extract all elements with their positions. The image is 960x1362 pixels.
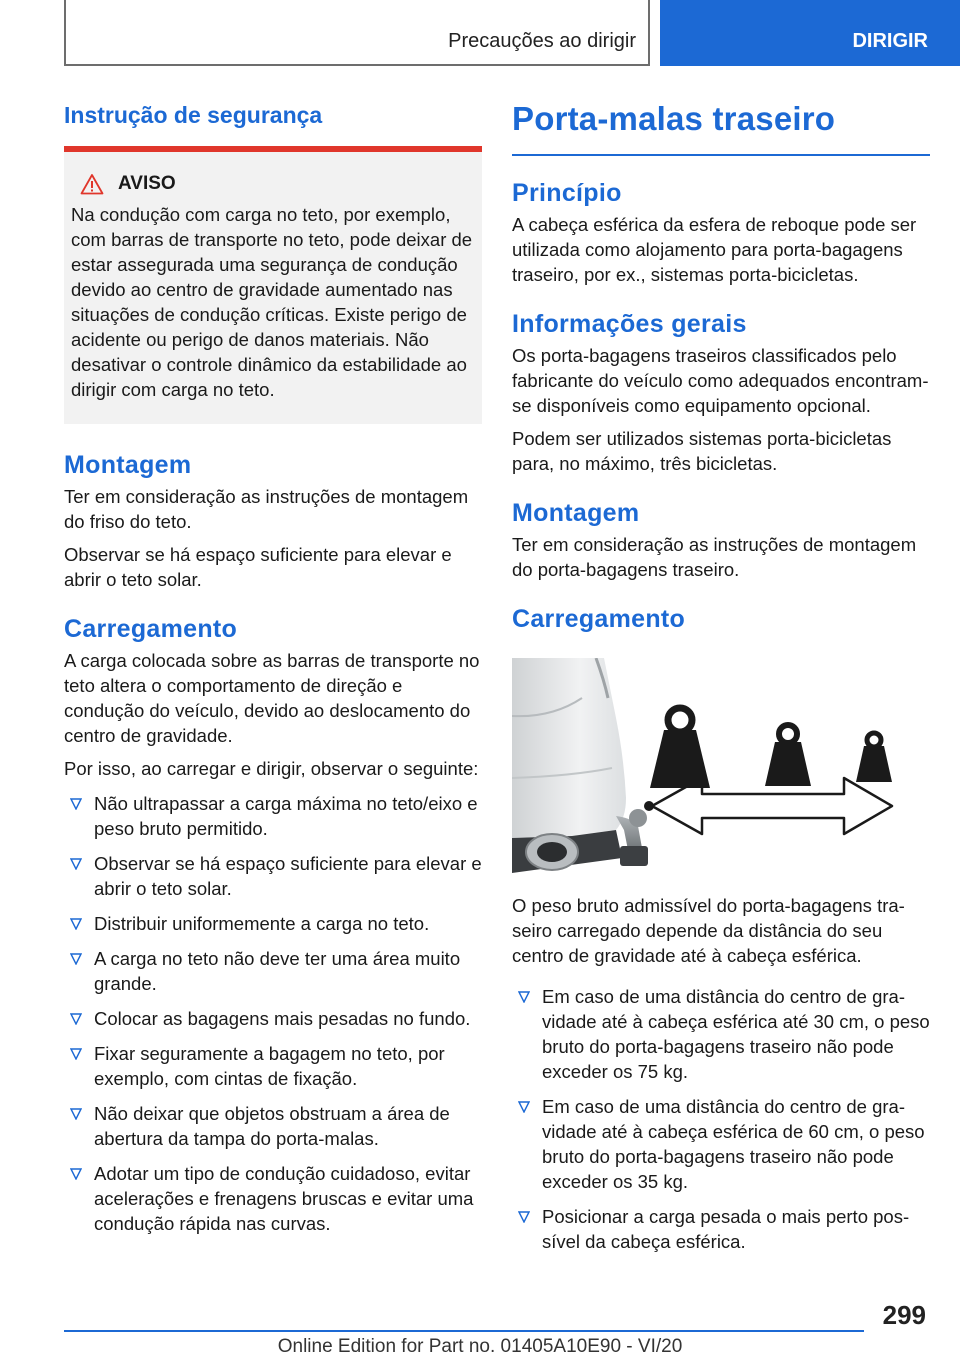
principle-heading: Princípio (512, 179, 622, 207)
general-heading: Informações gerais (512, 310, 747, 338)
bullet-triangle-icon (518, 1101, 530, 1113)
warning-text: Na condução com carga no teto, por exemplo, com barras de transporte no teto, pode deixar de estar assegurada uma segurança de condução devido ao centro de gravidade aumentado nas situações de condução críticas. Existe perigo de acidente ou perigo de danos materiais. Não desativar o controle dinâmico da estabilidade ao dirigir com carga no teto. (71, 204, 473, 400)
chapter-heading: Porta-malas traseiro (512, 100, 836, 137)
bullet-triangle-icon (70, 1108, 82, 1120)
list-item (512, 1094, 930, 1194)
list-item (64, 1006, 482, 1031)
chapter-tab-label: DIRIGIR (852, 30, 928, 52)
warning-header (80, 172, 474, 196)
chapter-tab[interactable] (660, 0, 960, 66)
general-paragraph-2: Podem ser utilizados sistemas porta-bicicletas para, no máximo, três bicicletas. (512, 428, 892, 474)
header-title: Precauções ao dirigir (448, 30, 636, 52)
tow-hitch-illustration (616, 809, 648, 866)
list-item (64, 911, 482, 936)
safety-heading: Instrução de segurança (64, 102, 323, 128)
page-header (64, 0, 960, 66)
warning-triangle-icon (80, 173, 104, 195)
list-item-text: Em caso de uma distância do centro de gravidade até à cabeça esférica de 60 cm, o peso bruto do porta-bagagens traseiro não pode exceder os 35 kg. (542, 1096, 925, 1192)
list-item (512, 984, 930, 1084)
list-item-text: Em caso de uma distância do centro de gravidade até à cabeça esférica até 30 cm, o peso bruto do porta-bagagens traseiro não pode exceder os 75 kg. (542, 986, 930, 1082)
footer-edition-text: Online Edition for Part no. 01405A10E90 - VI/20 (277, 1336, 683, 1357)
load-paragraph-1: A carga colocada sobre as barras de transporte no teto altera o comportamento de direção e condução do veículo, devido ao deslocamento do centro de gravidade. (64, 650, 480, 746)
load-bullet-list (64, 791, 482, 1236)
list-item (512, 1204, 930, 1254)
bullet-triangle-icon (518, 991, 530, 1003)
list-item-text: Observar se há espaço suficiente para elevar e abrir o teto solar. (94, 853, 482, 899)
list-item-text: Não deixar que objetos obstruam a área de abertura da tampa do porta-malas. (94, 1103, 450, 1149)
list-item-text: Distribuir uniformemente a carga no teto. (94, 913, 430, 934)
list-item-text: Posicionar a carga pesada o mais perto possível da cabeça esférica. (542, 1206, 910, 1252)
bullet-triangle-icon (70, 918, 82, 930)
weight-large-icon (650, 708, 710, 788)
page-number: 299 (882, 1300, 926, 1330)
list-item (64, 1101, 482, 1151)
warning-box (64, 152, 482, 424)
load-heading: Carregamento (64, 615, 238, 643)
mount-heading: Montagem (64, 451, 192, 479)
tow-ball-weights-illustration (512, 658, 930, 873)
bullet-triangle-icon (70, 858, 82, 870)
bullet-triangle-icon (70, 1013, 82, 1025)
rear-load-heading: Carregamento (512, 605, 686, 633)
weight-small-icon (856, 733, 892, 782)
illustration-svg (512, 658, 930, 873)
list-item (64, 946, 482, 996)
list-item-text: Colocar as bagagens mais pesadas no fundo. (94, 1008, 471, 1029)
bullet-triangle-icon (70, 953, 82, 965)
rear-mount-heading: Montagem (512, 499, 640, 527)
bullet-triangle-icon (70, 798, 82, 810)
right-column (512, 98, 930, 1264)
list-item-text: Fixar seguramente a bagagem no teto, por exemplo, com cintas de fixação. (94, 1043, 445, 1089)
list-item (64, 791, 482, 841)
load-paragraph-2: Por isso, ao carregar e dirigir, observar o seguinte: (64, 758, 479, 779)
list-item-text: Adotar um tipo de condução cuidadoso, evitar acelerações e frenagens bruscas e evitar uma condução rápida nas curvas. (94, 1163, 474, 1234)
chapter-rule (512, 154, 930, 156)
footer-rule (64, 1330, 864, 1332)
weight-medium-icon (765, 725, 811, 786)
left-column (64, 100, 482, 1246)
principle-paragraph: A cabeça esférica da esfera de reboque pode ser utilizada como alojamento para porta-bagagens traseiro, por ex., sistemas porta-bicicletas. (512, 214, 917, 285)
warning-title: AVISO (118, 173, 176, 194)
bullet-triangle-icon (518, 1211, 530, 1223)
bullet-triangle-icon (70, 1048, 82, 1060)
rear-load-paragraph: O peso bruto admissível do porta-bagagens traseiro carregado depende da distância do seu centro de gravidade até à cabeça esférica. (512, 895, 905, 966)
car-rear-illustration (512, 658, 626, 873)
rear-load-bullet-list (512, 984, 930, 1254)
rear-mount-paragraph: Ter em consideração as instruções de montagem do porta-bagagens traseiro. (512, 534, 917, 580)
general-paragraph-1: Os porta-bagagens traseiros classificados pelo fabricante do veículo como adequados encontram-se disponíveis como equipamento opcional. (512, 345, 929, 416)
list-item (64, 1041, 482, 1091)
header-title-box (64, 0, 650, 66)
list-item-text: A carga no teto não deve ter uma área muito grande. (94, 948, 461, 994)
list-item (64, 1161, 482, 1236)
list-item (64, 851, 482, 901)
list-item-text: Não ultrapassar a carga máxima no teto/eixo e peso bruto permitido. (94, 793, 478, 839)
mount-paragraph-2: Observar se há espaço suficiente para elevar e abrir o teto solar. (64, 544, 452, 590)
bullet-triangle-icon (70, 1168, 82, 1180)
mount-paragraph-1: Ter em consideração as instruções de montagem do friso do teto. (64, 486, 469, 532)
